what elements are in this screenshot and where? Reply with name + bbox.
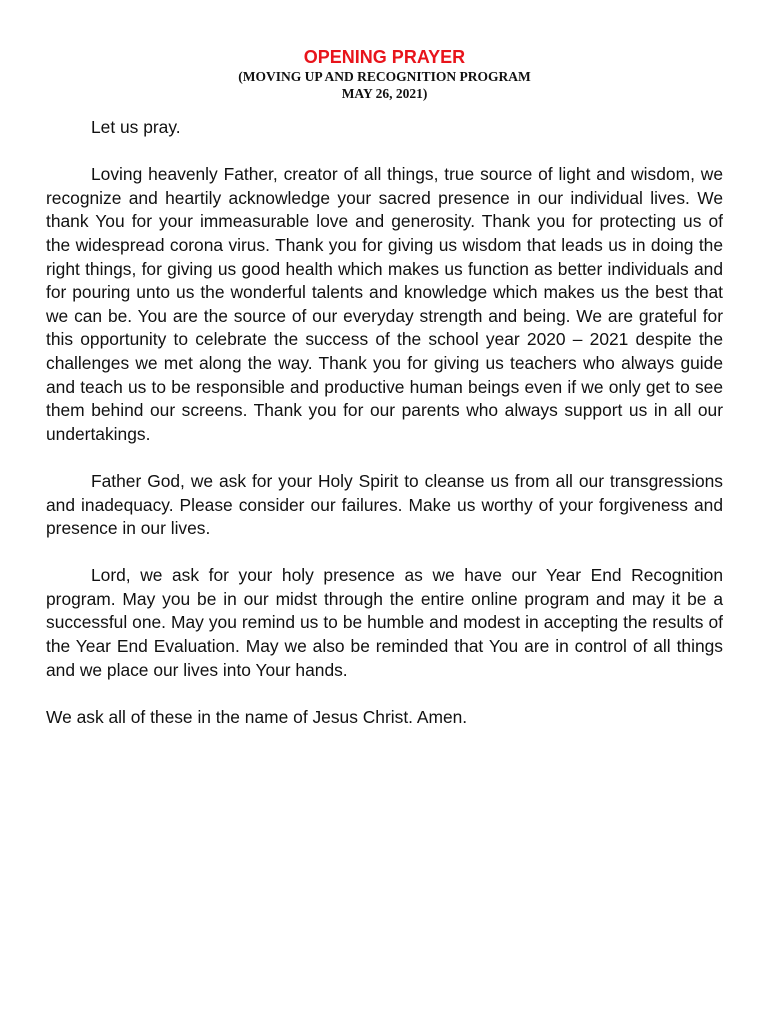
document-subtitle-line-1: (MOVING UP AND RECOGNITION PROGRAM — [238, 69, 531, 84]
document-title: OPENING PRAYER — [303, 47, 466, 67]
prayer-body — [46, 116, 723, 729]
paragraph-invitation: Let us pray. — [91, 117, 181, 137]
paragraph-thanksgiving: Loving heavenly Father, creator of all things, true source of light and wisdom, we recognize and heartily acknowledge your sacred presence in our individual lives. We thank You for your immeasurable love and generosity. Thank you for protecting us of the widespread corona virus. Thank you for giving us wisdom that leads us in doing the right things, for giving us good health which makes us function as better individuals and for pouring unto us the wonderful talents and knowledge which makes us the best that we can be. You are the source of our everyday strength and being. We are grateful for this opportunity to celebrate the success of the school year 2020 – 2021 despite the challenges we met along the way. Thank you for giving us teachers who always guide and teach us to be responsible and productive human beings even if we only get to see them behind our screens. Thank you for our parents who always support us in all our undertakings. — [46, 164, 723, 444]
paragraph-forgiveness: Father God, we ask for your Holy Spirit to cleanse us from all our transgressions and inadequacy. Please consider our failures. Make us worthy of your forgiveness and presence in our lives. — [46, 470, 723, 539]
paragraph-closing: We ask all of these in the name of Jesus Christ. Amen. — [46, 706, 468, 727]
document-subtitle-line-2: MAY 26, 2021) — [341, 86, 428, 101]
paragraph-petition: Lord, we ask for your holy presence as we have our Year End Recognition program. May you be in our midst through the entire online program and may it be a successful one. May you remind us to be humble and modest in accepting the results of the Year End Evaluation. May we also be reminded that You are in control of all things and we place our lives into Your hands. — [46, 565, 723, 680]
